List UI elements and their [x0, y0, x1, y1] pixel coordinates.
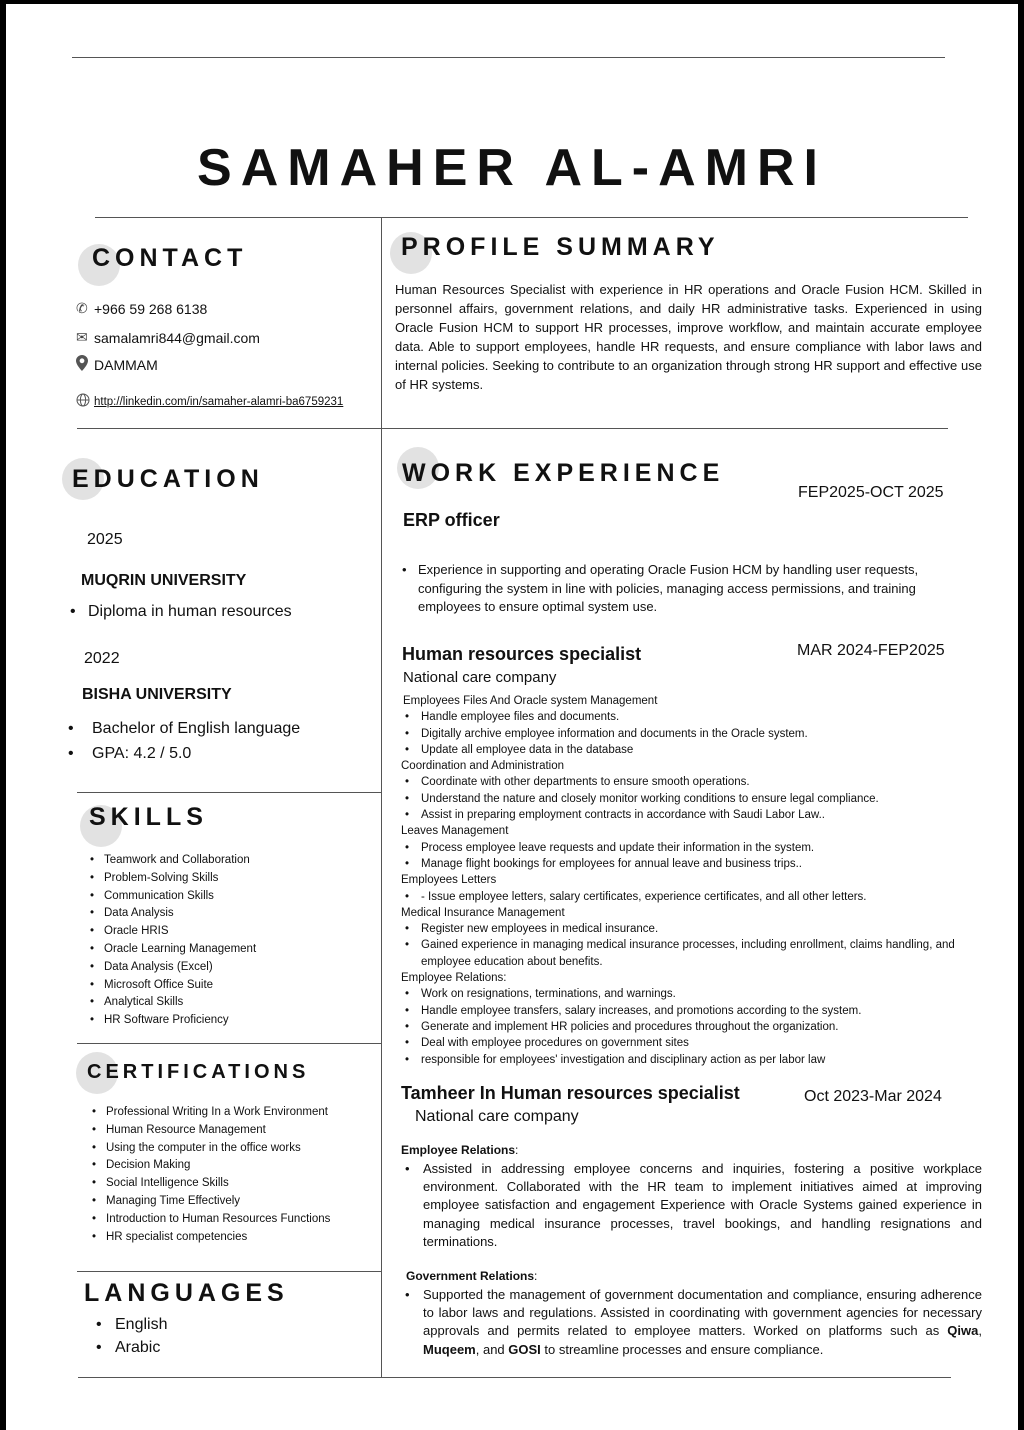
profile-title: PROFILE SUMMARY [401, 233, 720, 261]
contact-phone [76, 300, 207, 317]
skill-item: • Problem-Solving Skills [90, 870, 256, 888]
job2-item: • - Issue employee letters, salary certificates, experience certificates, and all other letters. [405, 889, 961, 905]
skill-item: • Data Analysis [90, 905, 256, 923]
job2-item: • Handle employee files and documents. [405, 709, 961, 725]
education-title: EDUCATION [72, 465, 264, 493]
header-divider [95, 217, 968, 218]
job3-gr-sep2: , and [475, 1341, 509, 1357]
job2-item: • Gained experience in managing medical insurance processes, including enrollment, claims handling, and employee education about benefits. [405, 937, 961, 970]
job3-gr-heading-colon: : [534, 1269, 538, 1283]
language-item: • Arabic [96, 1336, 167, 1359]
skill-item: • Data Analysis (Excel) [90, 959, 256, 977]
job2-item: • Update all employee data in the database [405, 742, 961, 758]
phone-text: +966 59 268 6138 [94, 300, 208, 317]
job1-bullets [402, 561, 982, 617]
skill-item: • HR Software Proficiency [90, 1012, 256, 1030]
skills-title: SKILLS [89, 803, 208, 831]
skills-list [90, 852, 256, 1030]
job2-item: • Work on resignations, terminations, and warnings. [405, 986, 961, 1002]
job2-item: • Register new employees in medical insurance. [405, 921, 961, 937]
job2-group-heading: Coordination and Administration [401, 760, 565, 773]
top-divider [72, 57, 945, 58]
job2-group-heading: Employees Files And Oracle system Management [403, 695, 658, 707]
job2-group-heading: Employees Letters [401, 874, 497, 887]
contact-email [76, 329, 260, 346]
languages-title: LANGUAGES [84, 1279, 289, 1307]
job2-company: National care company [403, 669, 557, 686]
bottom-divider [78, 1377, 951, 1378]
job3-er-heading-label: Employee Relations [401, 1143, 516, 1157]
job2-item: • Coordinate with other departments to ensure smooth operations. [405, 774, 961, 790]
qiwa-label: Qiwa [947, 1323, 979, 1339]
job1-title: ERP officer [403, 510, 500, 530]
education-year-2: 2022 [84, 650, 120, 667]
muqeem-label: Muqeem [423, 1341, 476, 1357]
job3-gr-text-a: Supported the management of government documentation and compliance, ensuring adherence to labor laws and regulations. Assisted in coordinating with government agencies for necessary approvals and permits related to employee matters. Worked on platforms such as [423, 1287, 982, 1339]
mail-icon: ✉ [76, 329, 88, 345]
languages-list [96, 1313, 167, 1359]
job2-item: • Deal with employee procedures on government sites [405, 1035, 961, 1051]
certifications-title: CERTIFICATIONS [87, 1061, 310, 1083]
education-school-2: BISHA UNIVERSITY [82, 686, 232, 703]
job2-group-heading: Employee Relations: [401, 972, 507, 985]
job3-date: Oct 2023-Mar 2024 [804, 1088, 942, 1105]
job3-gr-item [405, 1286, 982, 1359]
work-title: WORK EXPERIENCE [402, 459, 725, 487]
job2-item: • Assist in preparing employment contracts in accordance with Saudi Labor Law.. [405, 807, 961, 823]
job2-item: • responsible for employees' investigation and disciplinary action as per labor law [405, 1052, 961, 1068]
job2-date: MAR 2024-FEP2025 [797, 642, 945, 659]
contact-divider [77, 428, 381, 429]
education-item: • GPA: 4.2 / 5.0 [68, 741, 300, 766]
linkedin-link[interactable]: http://linkedin.com/in/samaher-alamri-ba6759231 [94, 395, 344, 408]
certification-item: • Human Resource Management [92, 1122, 330, 1140]
job3-gr-text-b: to streamline processes and ensure compliance. [540, 1341, 824, 1357]
language-item: • English [96, 1313, 167, 1336]
job2-details [401, 693, 961, 1068]
job2-item: • Digitally archive employee information and documents in the Oracle system. [405, 726, 961, 742]
gosi-label: GOSI [508, 1341, 541, 1357]
column-divider [381, 218, 382, 1378]
job3-company: National care company [415, 1108, 579, 1125]
phone-icon: ✆ [76, 300, 88, 316]
contact-linkedin [76, 393, 343, 410]
certification-item: • Introduction to Human Resources Functions [92, 1211, 330, 1229]
city-text: DAMMAM [94, 356, 158, 373]
certification-item: • Managing Time Effectively [92, 1193, 330, 1211]
job1-bullet: • Experience in supporting and operating Oracle Fusion HCM by handling user requests, configuring the system in line with policies, managing access permissions, and training employees to ensure optimal system use. [402, 561, 982, 617]
job2-item: • Manage flight bookings for employees for annual leave and business trips.. [405, 856, 961, 872]
certification-item: • HR specialist competencies [92, 1229, 330, 1247]
job3-er-bullets [405, 1160, 982, 1251]
job2-item: • Understand the nature and closely monitor working conditions to ensure legal compliance. [405, 791, 961, 807]
job3-gr-heading [406, 1269, 537, 1283]
globe-icon [76, 393, 94, 410]
education-school-1: MUQRIN UNIVERSITY [81, 572, 247, 589]
location-pin-icon [76, 355, 94, 374]
certification-item: • Decision Making [92, 1157, 330, 1175]
contact-title: CONTACT [92, 244, 248, 272]
email-text: samalamri844@gmail.com [94, 329, 260, 346]
contact-city [76, 355, 158, 374]
job3-er-text: • Assisted in addressing employee concerns and inquiries, fostering a positive workplace environment. Collaborated with the HR team to implement initiatives aimed at improving employee satisfaction and engagement Experience with Oracle Systems gained experience in managing medical insurance processes, travel bookings, and handling resignations and terminations. [405, 1160, 982, 1251]
job2-title: Human resources specialist [402, 644, 642, 664]
job2-group-heading: Leaves Management [401, 825, 509, 838]
profile-text: Human Resources Specialist with experience in HR operations and Oracle Fusion HCM. Skilled in personnel affairs, government relations, and daily HR administrative tasks. Experienced in using Oracle Fusion HCM to support HR processes, improve workflow, and maintain accurate employee data. Able to support employees, handle HR requests, and ensure compliance with labor laws and internal policies. Seeking to contribute to an organization through strong HR support and effective use of HR systems. [395, 282, 982, 392]
certification-item: • Social Intelligence Skills [92, 1175, 330, 1193]
education-item: • Bachelor of English language [68, 716, 300, 741]
certifications-divider [77, 1271, 381, 1272]
resume-name: SAMAHER AL-AMRI [197, 139, 827, 197]
job3-gr-sep1: , [978, 1323, 982, 1339]
job2-item: • Generate and implement HR policies and procedures throughout the organization. [405, 1019, 961, 1035]
education-year-1: 2025 [87, 531, 123, 548]
education-items-2 [68, 716, 300, 766]
job3-title: Tamheer In Human resources specialist [401, 1083, 740, 1103]
job1-date: FEP2025-OCT 2025 [798, 484, 944, 501]
job3-er-heading [401, 1143, 518, 1157]
certification-item: • Professional Writing In a Work Environment [92, 1104, 330, 1122]
profile-divider [382, 428, 948, 429]
job3-gr-bullets [405, 1286, 982, 1359]
certification-item: • Using the computer in the office works [92, 1140, 330, 1158]
skill-item: • Microsoft Office Suite [90, 977, 256, 995]
certifications-list [92, 1104, 330, 1246]
skill-item: • Teamwork and Collaboration [90, 852, 256, 870]
job3-gr-heading-label: Government Relations [406, 1269, 535, 1283]
skill-item: • Oracle Learning Management [90, 941, 256, 959]
education-items-1 [70, 603, 292, 621]
education-item: • Diploma in human resources [70, 603, 292, 621]
job2-item: • Handle employee transfers, salary increases, and promotions according to the system. [405, 1003, 961, 1019]
skill-item: • Oracle HRIS [90, 923, 256, 941]
skills-divider [77, 1043, 381, 1044]
job3-er-heading-colon: : [515, 1143, 519, 1157]
job2-group-heading: Medical Insurance Management [401, 906, 565, 919]
skill-item: • Communication Skills [90, 888, 256, 906]
skill-item: • Analytical Skills [90, 994, 256, 1012]
education-divider [77, 792, 381, 793]
job2-item: • Process employee leave requests and update their information in the system. [405, 840, 961, 856]
